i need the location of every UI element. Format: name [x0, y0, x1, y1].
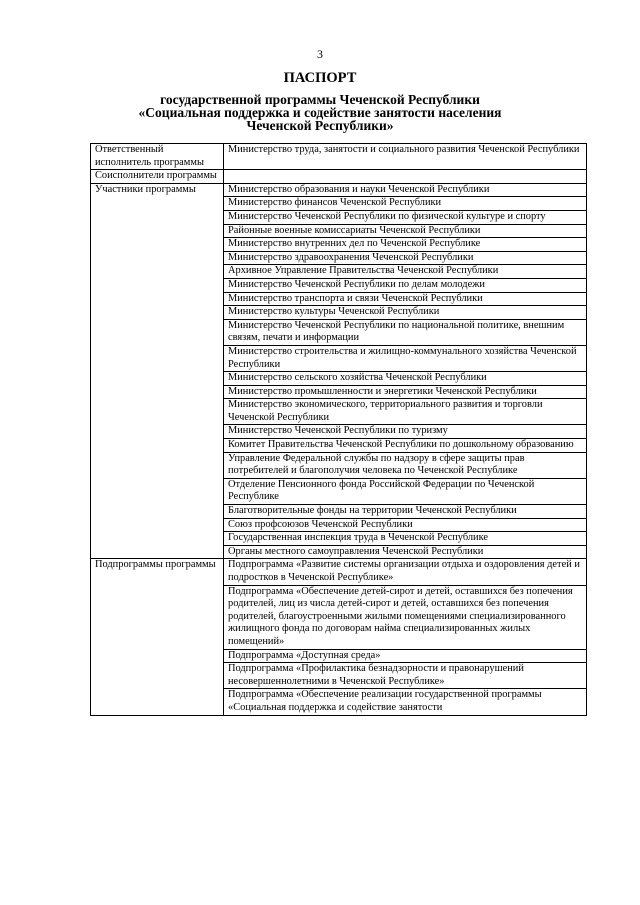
passport-table	[90, 143, 587, 716]
list-item: Министерство культуры Чеченской Республики	[224, 305, 586, 319]
list-item: Министерство здравоохранения Чеченской Республики	[224, 251, 586, 265]
list-item: Отделение Пенсионного фонда Российской Федерации по Чеченской Республике	[224, 478, 586, 504]
row-value-coexecutors	[224, 170, 587, 184]
subtitle-line-2: «Социальная поддержка и содействие занятости населения	[138, 105, 502, 120]
list-item: Подпрограмма «Развитие системы организации отдыха и оздоровления детей и подростков в Чеченской Республике»	[228, 559, 580, 583]
subtitle-line-1: государственной программы Чеченской Республики	[160, 92, 480, 107]
list-item: Подпрограмма «Доступная среда»	[224, 649, 586, 663]
row-label-coexecutors: Соисполнители программы	[91, 170, 224, 184]
subtitle-line-3: Чеченской Республики»	[246, 118, 394, 133]
table-row	[91, 559, 587, 715]
list-item: Министерство строительства и жилищно-коммунального хозяйства Чеченской Республики	[224, 345, 586, 371]
list-item: Органы местного самоуправления Чеченской Республики	[224, 545, 586, 559]
list-item: Министерство Чеченской Республики по физической культуре и спорту	[224, 210, 586, 224]
table-row	[91, 170, 587, 184]
list-item: Министерство Чеченской Республики по туризму	[224, 424, 586, 438]
list-item: Министерство образования и науки Чеченской Республики	[228, 183, 490, 195]
list-item: Министерство экономического, территориального развития и торговли Чеченской Республики	[224, 398, 586, 424]
document-title: ПАСПОРТ	[283, 70, 357, 86]
list-item: Управление Федеральной службы по надзору в сфере защиты прав потребителей и благополучия человека по Чеченской Республике	[224, 452, 586, 478]
row-label-responsible: Ответственный исполнитель программы	[91, 144, 224, 170]
page-number: 3	[317, 47, 323, 61]
subprograms-list-cell	[224, 559, 587, 715]
list-item: Министерство сельского хозяйства Чеченской Республики	[224, 371, 586, 385]
table-row	[91, 144, 587, 170]
list-item: Министерство транспорта и связи Чеченской Республики	[224, 292, 586, 306]
list-item: Министерство Чеченской Республики по делам молодежи	[224, 278, 586, 292]
list-item: Подпрограмма «Обеспечение реализации государственной программы «Социальная поддержка и содействие занятости	[224, 688, 586, 714]
list-item: Министерство финансов Чеченской Республики	[224, 196, 586, 210]
list-item: Комитет Правительства Чеченской Республики по дошкольному образованию	[224, 438, 586, 452]
participants-list	[224, 184, 586, 559]
participants-list-cell	[224, 183, 587, 559]
table-row	[91, 183, 587, 559]
row-value-responsible: Министерство труда, занятости и социального развития Чеченской Республики	[224, 144, 587, 170]
row-label-participants: Участники программы	[91, 183, 224, 559]
title-block	[60, 70, 580, 132]
list-item: Союз профсоюзов Чеченской Республики	[224, 518, 586, 532]
list-item: Районные военные комиссариаты Чеченской Республики	[224, 224, 586, 238]
row-label-subprograms: Подпрограммы программы	[91, 559, 224, 715]
list-item: Подпрограмма «Профилактика безнадзорности и правонарушений несовершеннолетними в Чеченской Республике»	[224, 662, 586, 688]
list-item: Подпрограмма «Обеспечение детей-сирот и детей, оставшихся без попечения родителей, лиц из числа детей-сирот и детей, оставшихся без попечения родителей, благоустроенными жилыми помещениями специализированного жилищного фонда по договорам найма специализированных жилых помещений»	[224, 585, 586, 649]
subprograms-list	[224, 559, 586, 714]
list-item: Министерство внутренних дел по Чеченской Республике	[224, 237, 586, 251]
list-item: Архивное Управление Правительства Чеченской Республики	[224, 264, 586, 278]
list-item: Министерство промышленности и энергетики Чеченской Республики	[224, 385, 586, 399]
list-item: Государственная инспекция труда в Чеченской Республике	[224, 531, 586, 545]
list-item: Благотворительные фонды на территории Чеченской Республики	[224, 504, 586, 518]
list-item: Министерство Чеченской Республики по национальной политике, внешним связям, печати и информации	[224, 319, 586, 345]
